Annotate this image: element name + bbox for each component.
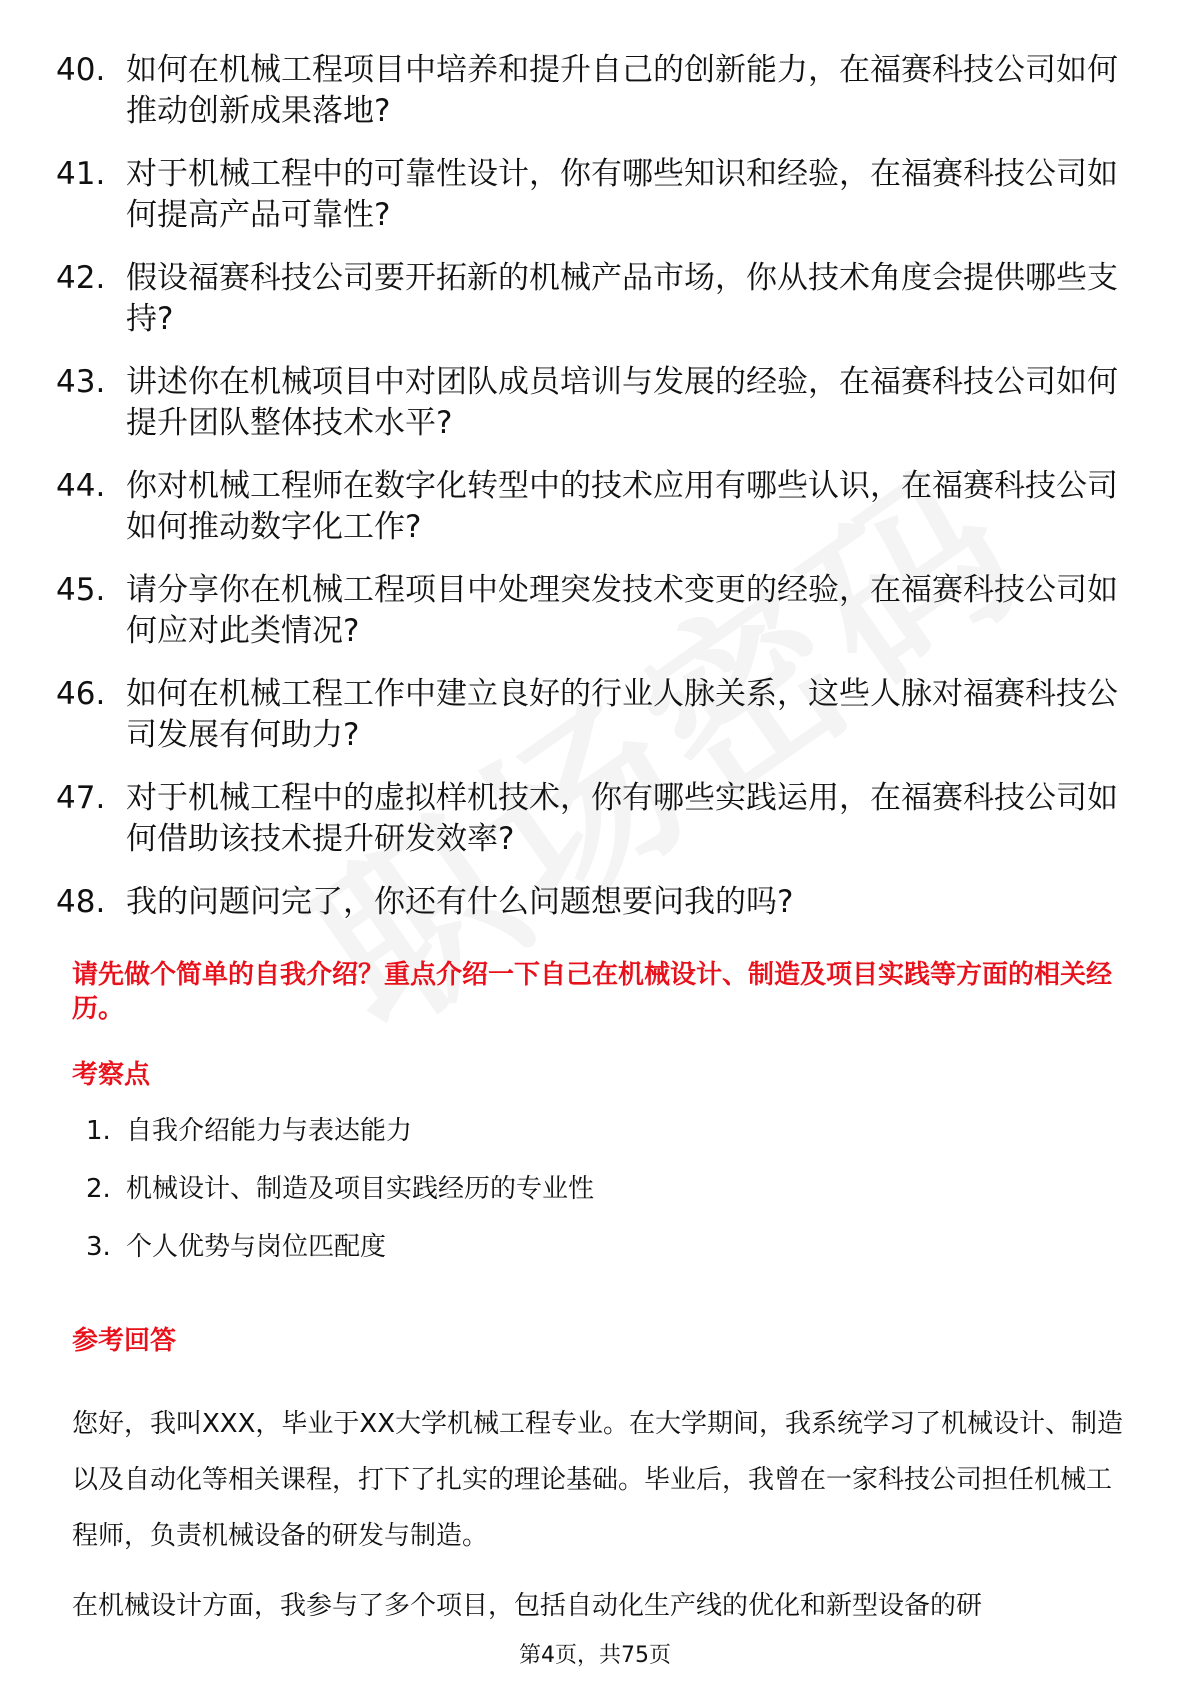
question-text: 假设福赛科技公司要开拓新的机械产品市场，你从技术角度会提供哪些支持? <box>126 260 1118 337</box>
question-item <box>56 882 1136 923</box>
question-text: 如何在机械工程项目中培养和提升自己的创新能力，在福赛科技公司如何推动创新成果落地? <box>126 52 1118 129</box>
question-number: 40. <box>56 52 106 88</box>
section-question: 请先做个简单的自我介绍？重点介绍一下自己在机械设计、制造及项目实践等方面的相关经历。 <box>72 960 1113 1024</box>
question-item <box>56 50 1136 132</box>
page-footer: 第4页，共75页 <box>519 1643 671 1668</box>
question-text: 对于机械工程中的虚拟样机技术，你有哪些实践运用，在福赛科技公司如何借助该技术提升研发效率? <box>126 780 1118 857</box>
question-item <box>56 154 1136 236</box>
question-text: 你对机械工程师在数字化转型中的技术应用有哪些认识，在福赛科技公司如何推动数字化工作? <box>126 468 1118 545</box>
key-point-text: 自我介绍能力与表达能力 <box>126 1116 413 1146</box>
question-item <box>56 570 1136 652</box>
question-text: 我的问题问完了，你还有什么问题想要问我的吗? <box>126 884 794 920</box>
key-point-item <box>86 1114 594 1148</box>
key-points-title: 考察点 <box>72 1060 151 1090</box>
answer-title: 参考回答 <box>72 1326 177 1356</box>
key-points-list <box>86 1114 594 1288</box>
question-text: 如何在机械工程工作中建立良好的行业人脉关系，这些人脉对福赛科技公司发展有何助力? <box>126 676 1118 753</box>
key-point-text: 个人优势与岗位匹配度 <box>126 1232 387 1262</box>
question-number: 41. <box>56 156 106 192</box>
key-point-text: 机械设计、制造及项目实践经历的专业性 <box>126 1174 595 1204</box>
question-number: 47. <box>56 780 106 816</box>
question-item <box>56 362 1136 444</box>
question-text: 对于机械工程中的可靠性设计，你有哪些知识和经验，在福赛科技公司如何提高产品可靠性? <box>126 156 1118 233</box>
question-number: 43. <box>56 364 106 400</box>
question-number: 48. <box>56 884 106 920</box>
question-item <box>56 674 1136 756</box>
key-point-item <box>86 1172 594 1206</box>
answer-paragraph: 您好，我叫XXX，毕业于XX大学机械工程专业。在大学期间，我系统学习了机械设计、制造以及自动化等相关课程，打下了扎实的理论基础。毕业后，我曾在一家科技公司担任机械工程师，负责机械设备的研发与制造。 <box>72 1409 1124 1551</box>
question-text: 讲述你在机械项目中对团队成员培训与发展的经验，在福赛科技公司如何提升团队整体技术水平? <box>126 364 1118 441</box>
question-number: 42. <box>56 260 106 296</box>
question-text: 请分享你在机械工程项目中处理突发技术变更的经验，在福赛科技公司如何应对此类情况? <box>126 572 1118 649</box>
question-number: 46. <box>56 676 106 712</box>
question-number: 45. <box>56 572 106 608</box>
question-number: 44. <box>56 468 106 504</box>
answer-paragraph: 在机械设计方面，我参与了多个项目，包括自动化生产线的优化和新型设备的研 <box>72 1591 983 1621</box>
key-point-number: 1. <box>86 1116 111 1146</box>
question-item <box>56 258 1136 340</box>
question-list <box>56 50 1136 945</box>
key-point-item <box>86 1230 594 1264</box>
key-point-number: 2. <box>86 1174 111 1204</box>
question-item <box>56 466 1136 548</box>
question-item <box>56 778 1136 860</box>
key-point-number: 3. <box>86 1232 111 1262</box>
